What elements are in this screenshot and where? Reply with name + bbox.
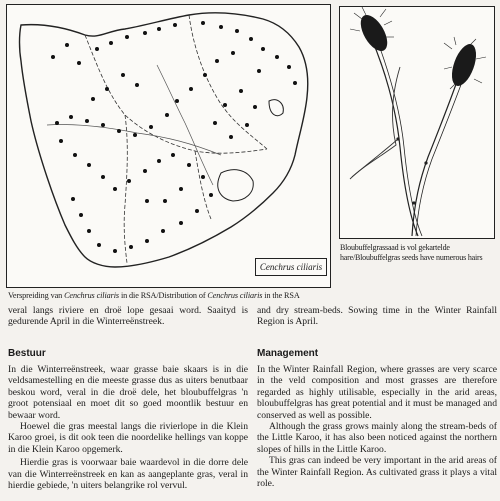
grass-leaf: [352, 139, 398, 177]
province-border: [124, 115, 127, 263]
grass-seed-drawing: [340, 7, 494, 238]
paragraph: Hierdie gras is voorwaar baie waardevol in die dorre dele van die Winterreënstreek en kan as aangeplante gras, veral in hierdie gebiede, 'n uiters belangrike rol vervul.: [8, 457, 248, 492]
distribution-map: [6, 4, 331, 288]
river-line: [47, 124, 221, 155]
caption-text: in die RSA/Distribution of: [119, 291, 208, 300]
swaziland-outline: [269, 100, 283, 116]
grass-leaf: [350, 67, 400, 179]
province-border: [195, 151, 211, 219]
province-border: [85, 35, 267, 153]
south-africa-map-drawing: [7, 5, 330, 287]
lesotho-outline: [218, 170, 253, 201]
distribution-dots: [51, 21, 297, 253]
paragraph: This gras can indeed be very important in the arid areas of the Winter Rainfall Region. As cultivated grass it plays a vital role.: [257, 455, 497, 490]
seed-illustration: [339, 6, 495, 239]
paragraph: In the Winter Rainfall Region, where grasses are very scarce in the veld composition and most grasses are therefore regarded as highly utilisable, especially in the arid areas, bloubuffelgras has great potential and it must be managed and conserved as well as possible.: [257, 364, 497, 421]
english-body: [257, 364, 497, 489]
river-line: [157, 65, 213, 185]
section-heading-bestuur: Bestuur: [8, 348, 46, 359]
map-legend: Cenchrus ciliaris: [255, 258, 327, 276]
caption-text: Verspreiding van: [8, 291, 65, 300]
english-intro: [257, 305, 497, 328]
province-border: [189, 15, 267, 149]
caption-species: Cenchrus ciliaris: [64, 291, 119, 300]
paragraph: veral langs riviere en droë lope gesaai word. Saaityd is gedurende April in die Winterreënstreek.: [8, 305, 248, 328]
section-heading-management: Management: [257, 348, 319, 359]
grass-stem: [412, 67, 462, 236]
paragraph: Hoewel die gras meestal langs die rivierlope in die Klein Karoo groei, is dit ook teen die noordelike hellings van koppe in die Klein Karoo opgemerk.: [8, 421, 248, 455]
seed-head: [355, 11, 481, 89]
afrikaans-body: [8, 364, 248, 491]
grass-stem: [416, 71, 466, 236]
caption-species: Cenchrus ciliaris: [207, 291, 263, 300]
paragraph: In die Winterreënstreek, waar grasse baie skaars is in die veldsamestelling en die meeste grasse dus as uiters benutbaar beskou word, veral in die droë dele, het bloubuffelgras 'n groot potensiaal en moet dit so goed moontlik bestuur en bewaar word.: [8, 364, 248, 421]
paragraph: Although the grass grows mainly along the stream-beds of the Little Karoo, it has also been noticed against the northern slopes of hills in the Little Karoo.: [257, 421, 497, 455]
paragraph: and dry stream-beds. Sowing time in the Winter Rainfall Region is April.: [257, 305, 497, 328]
seed-caption: Bloubuffelgrassaad is vol gekartelde hare/Bloubuffelgras seeds have numerous hairs: [340, 243, 483, 262]
afrikaans-intro: [8, 305, 248, 328]
map-caption: [8, 291, 338, 300]
caption-text: in the RSA: [262, 291, 300, 300]
